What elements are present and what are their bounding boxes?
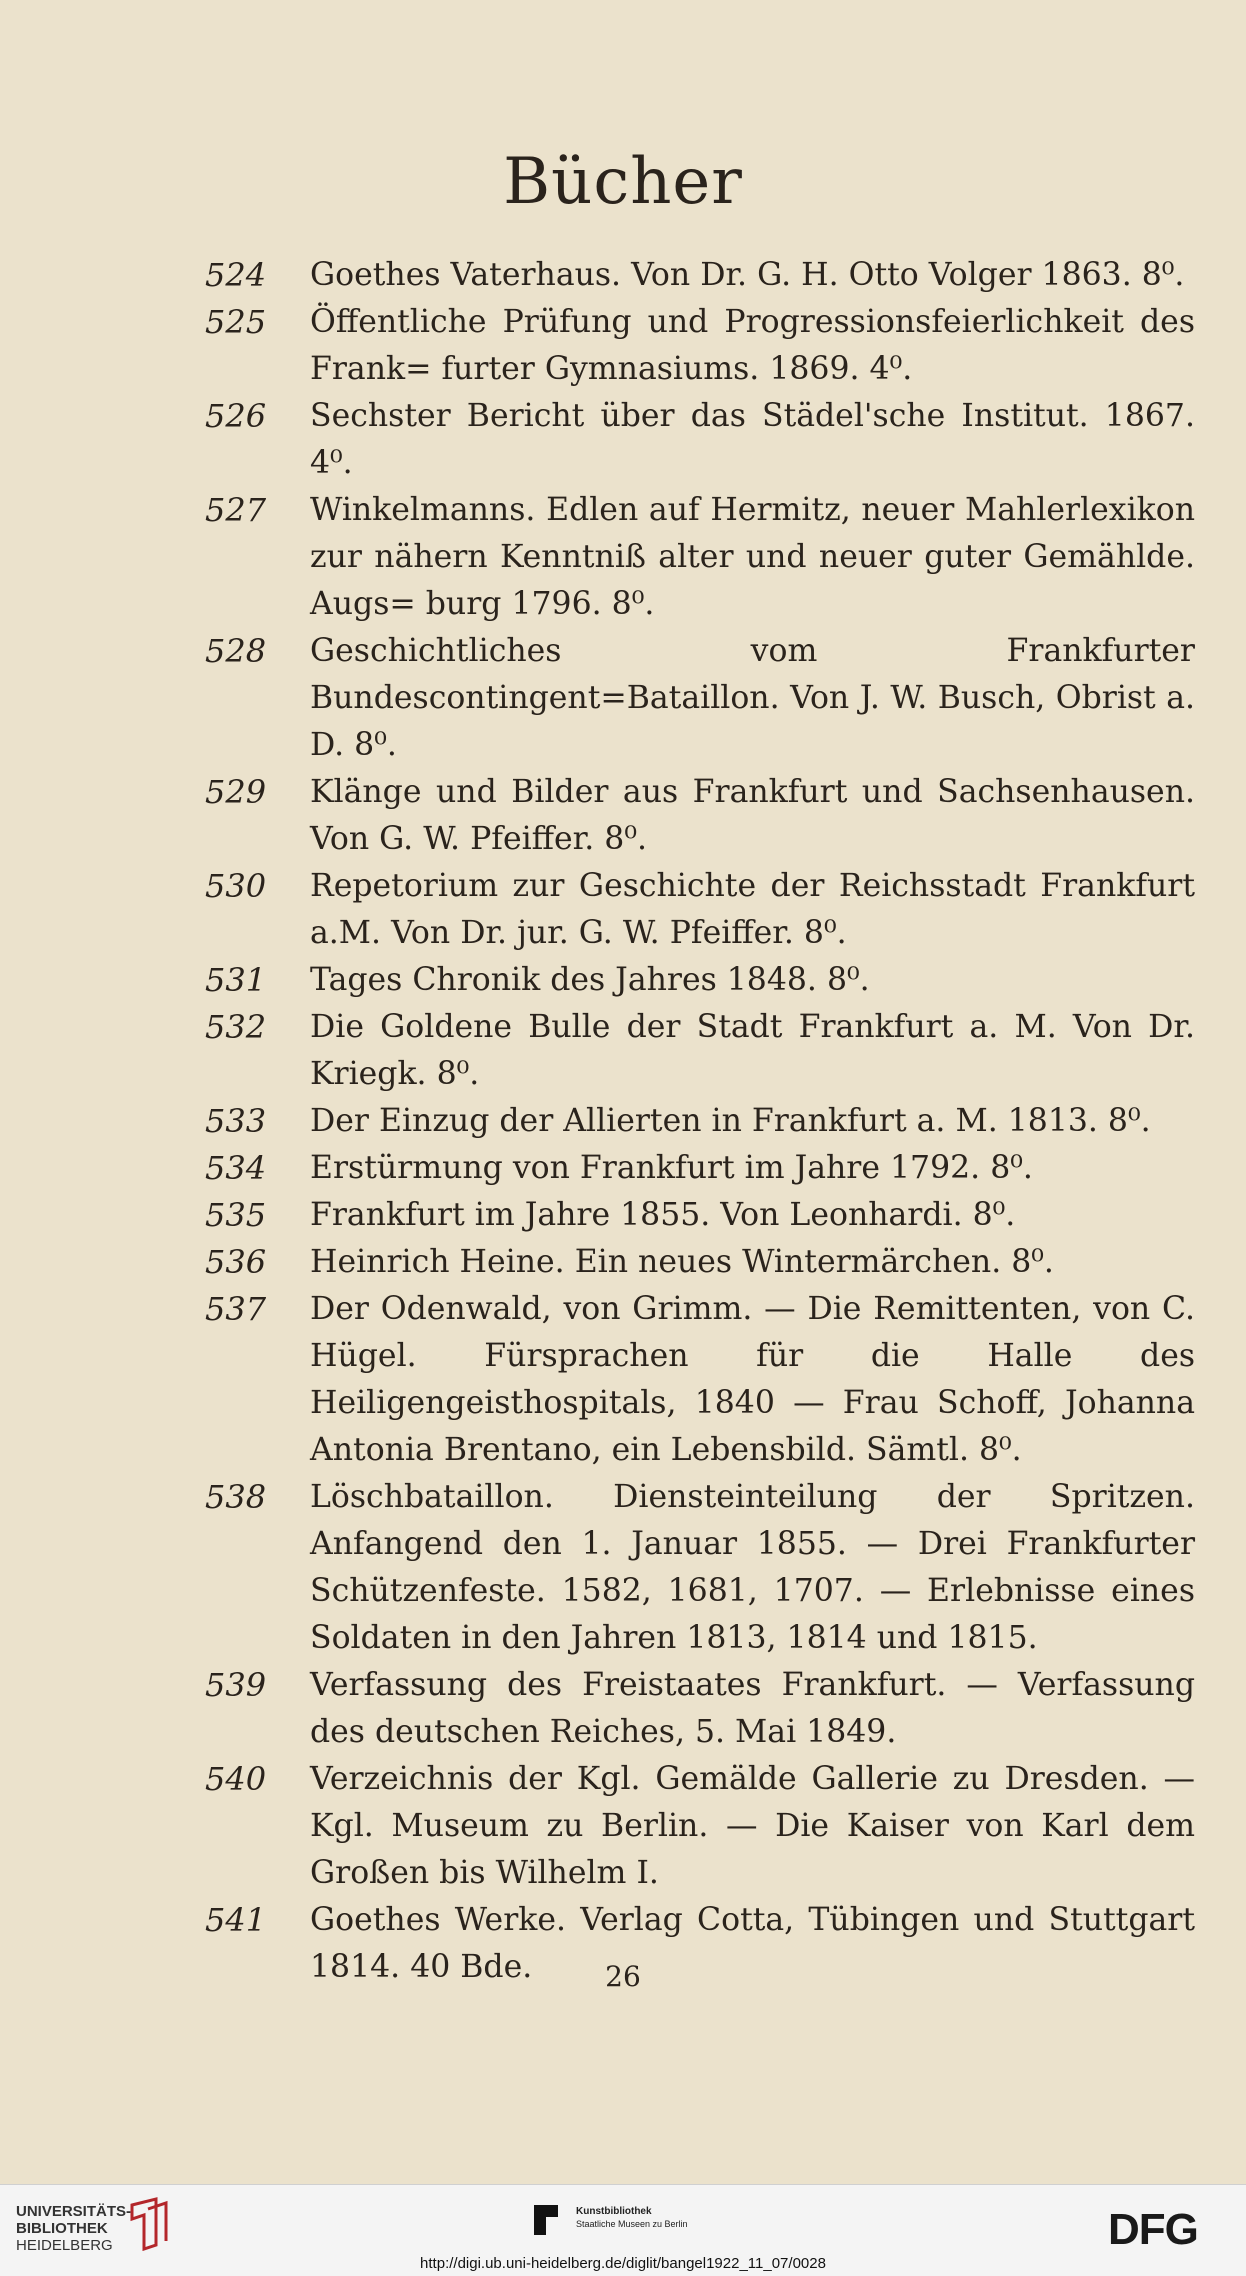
kb-name: Kunstbibliothek bbox=[576, 2206, 652, 2217]
footer-bar bbox=[0, 2184, 1246, 2276]
entry-text: Die Goldene Bulle der Stadt Frankfurt a. M. Von Dr. Kriegk. 8⁰. bbox=[310, 1009, 1195, 1092]
entry-text: Heinrich Heine. Ein neues Wintermärchen. 8⁰. bbox=[310, 1244, 1054, 1280]
entry-number: 535 bbox=[205, 1196, 267, 1234]
catalog-entry bbox=[205, 1098, 1195, 1145]
entry-text: Geschichtliches vom Frankfurter Bundescontingent=Bataillon. Von J. W. Busch, Obrist a. D. 8⁰. bbox=[310, 633, 1195, 763]
entry-text: Sechster Bericht über das Städel'sche Institut. 1867. 4⁰. bbox=[310, 398, 1195, 481]
ub-logo-line3: HEIDELBERG bbox=[16, 2237, 113, 2254]
catalog-entry bbox=[205, 628, 1195, 769]
catalog-entry bbox=[205, 1004, 1195, 1098]
catalog-entry bbox=[205, 957, 1195, 1004]
entry-list bbox=[205, 252, 1195, 1991]
entry-number: 529 bbox=[205, 773, 267, 811]
entry-number: 528 bbox=[205, 632, 267, 670]
entry-number: 541 bbox=[205, 1901, 267, 1939]
page-title: Bücher bbox=[503, 145, 743, 219]
kb-sub: Staatliche Museen zu Berlin bbox=[576, 2219, 688, 2229]
dfg-logo[interactable]: DFG bbox=[1108, 2205, 1198, 2254]
catalog-entry bbox=[205, 863, 1195, 957]
entry-number: 538 bbox=[205, 1478, 267, 1516]
kunstbibliothek-icon bbox=[532, 2203, 560, 2237]
entry-number: 539 bbox=[205, 1666, 267, 1704]
entry-text: Klänge und Bilder aus Frankfurt und Sachsenhausen. Von G. W. Pfeiffer. 8⁰. bbox=[310, 774, 1195, 857]
entry-number: 531 bbox=[205, 961, 267, 999]
entry-text: Repetorium zur Geschichte der Reichsstadt Frankfurt a.M. Von Dr. jur. G. W. Pfeiffer. 8⁰. bbox=[310, 868, 1195, 951]
ub-logo-line1: UNIVERSITÄTS- bbox=[16, 2203, 132, 2220]
entry-text: Der Odenwald, von Grimm. — Die Remittenten, von C. Hügel. Fürsprachen für die Halle des Heiligengeisthospitals, 1840 — Frau Schoff, Johanna Antonia Brentano, ein Lebensbild. Sämtl. 8⁰. bbox=[310, 1291, 1195, 1468]
catalog-entry bbox=[205, 487, 1195, 628]
entry-number: 540 bbox=[205, 1760, 267, 1798]
entry-text: Frankfurt im Jahre 1855. Von Leonhardi. 8⁰. bbox=[310, 1197, 1016, 1233]
entry-text: Verzeichnis der Kgl. Gemälde Gallerie zu Dresden. — Kgl. Museum zu Berlin. — Die Kaiser von Karl dem Großen bis Wilhelm I. bbox=[310, 1761, 1195, 1891]
kunstbibliothek-text bbox=[576, 2205, 688, 2230]
entry-text: Der Einzug der Allierten in Frankfurt a. M. 1813. 8⁰. bbox=[310, 1103, 1151, 1139]
catalog-entry bbox=[205, 1192, 1195, 1239]
entry-number: 525 bbox=[205, 303, 267, 341]
ub-heidelberg-icon bbox=[126, 2195, 172, 2251]
entry-text: Tages Chronik des Jahres 1848. 8⁰. bbox=[310, 962, 870, 998]
catalog-entry bbox=[205, 1145, 1195, 1192]
permalink-url[interactable]: http://digi.ub.uni-heidelberg.de/diglit/bangel1922_11_07/0028 bbox=[420, 2255, 826, 2272]
entry-number: 524 bbox=[205, 256, 267, 294]
entry-number: 533 bbox=[205, 1102, 267, 1140]
entry-number: 527 bbox=[205, 491, 267, 529]
catalog-entry bbox=[205, 393, 1195, 487]
page-number: 26 bbox=[605, 1960, 641, 1993]
catalog-entry bbox=[205, 299, 1195, 393]
catalog-entry bbox=[205, 1756, 1195, 1897]
entry-number: 532 bbox=[205, 1008, 267, 1046]
entry-text: Winkelmanns. Edlen auf Hermitz, neuer Mahlerlexikon zur nähern Kenntniß alter und neuer guter Gemählde. Augs= burg 1796. 8⁰. bbox=[310, 492, 1195, 622]
catalog-entry bbox=[205, 1474, 1195, 1662]
entry-text: Goethes Werke. Verlag Cotta, Tübingen und Stuttgart 1814. 40 Bde. bbox=[310, 1902, 1195, 1985]
entry-number: 537 bbox=[205, 1290, 267, 1328]
catalog-entry bbox=[205, 769, 1195, 863]
entry-text: Verfassung des Freistaates Frankfurt. — Verfassung des deutschen Reiches, 5. Mai 1849. bbox=[310, 1667, 1195, 1750]
catalog-entry bbox=[205, 1286, 1195, 1474]
entry-number: 526 bbox=[205, 397, 267, 435]
entry-text: Erstürmung von Frankfurt im Jahre 1792. 8⁰. bbox=[310, 1150, 1033, 1186]
catalog-entry bbox=[205, 1662, 1195, 1756]
entry-text: Öffentliche Prüfung und Progressionsfeierlichkeit des Frank= furter Gymnasiums. 1869. 4⁰. bbox=[310, 304, 1195, 387]
entry-text: Löschbataillon. Diensteinteilung der Spritzen. Anfangend den 1. Januar 1855. — Drei Frankfurter Schützenfeste. 1582, 1681, 1707. — Erlebnisse eines Soldaten in den Jahren 1813, 1814 und 1815. bbox=[310, 1479, 1195, 1656]
entry-text: Goethes Vaterhaus. Von Dr. G. H. Otto Volger 1863. 8⁰. bbox=[310, 257, 1185, 293]
entry-number: 536 bbox=[205, 1243, 267, 1281]
entry-number: 534 bbox=[205, 1149, 267, 1187]
ub-heidelberg-logo[interactable] bbox=[16, 2203, 131, 2254]
entry-number: 530 bbox=[205, 867, 267, 905]
catalog-entry bbox=[205, 1239, 1195, 1286]
catalog-entry bbox=[205, 252, 1195, 299]
ub-logo-line2: BIBLIOTHEK bbox=[16, 2220, 108, 2237]
